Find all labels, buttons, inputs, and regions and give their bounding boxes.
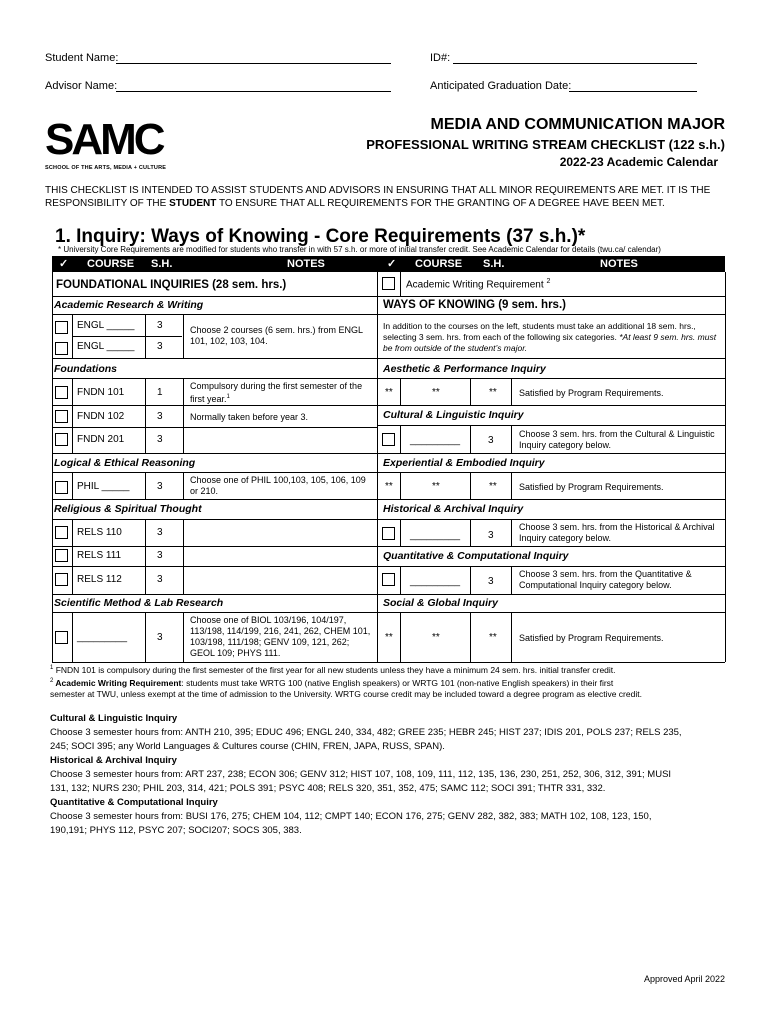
col-rule bbox=[145, 519, 146, 594]
rule bbox=[377, 472, 725, 473]
rule bbox=[52, 314, 377, 315]
fndn-201-course: FNDN 201 bbox=[77, 434, 125, 445]
fndn-101-footnote-ref: 1 bbox=[226, 394, 230, 400]
historical-list-heading: Historical & Archival Inquiry bbox=[50, 755, 177, 766]
course-header-left: COURSE bbox=[87, 258, 135, 270]
rule bbox=[52, 519, 377, 520]
phil-checkbox[interactable] bbox=[55, 481, 68, 494]
historical-checkbox[interactable] bbox=[382, 527, 395, 540]
engl-2-checkbox[interactable] bbox=[55, 342, 68, 355]
engl-2-course: ENGL _____ bbox=[77, 341, 135, 352]
check-header-right: ✓ bbox=[387, 258, 397, 270]
col-rule bbox=[470, 612, 471, 662]
historical-course: _________ bbox=[410, 530, 461, 541]
cultural-checkbox[interactable] bbox=[382, 433, 395, 446]
rule bbox=[52, 594, 377, 595]
col-rule bbox=[470, 472, 471, 499]
rule bbox=[377, 566, 725, 567]
col-rule bbox=[400, 425, 401, 453]
col-rule bbox=[145, 612, 146, 662]
rule bbox=[52, 546, 377, 547]
quantitative-note: Choose 3 sem. hrs. from the Quantitative & Computational Inquiry category below. bbox=[519, 569, 692, 590]
rule bbox=[377, 378, 725, 379]
rule bbox=[52, 405, 377, 406]
footnote-2-text: : students must take WRTG 100 (native English speakers) or WRTG 101 (non-native English speakers) in their first bbox=[181, 677, 614, 688]
cultural-course: _________ bbox=[410, 435, 461, 446]
intro-line-2 bbox=[45, 197, 735, 210]
rels-112-course: RELS 112 bbox=[77, 574, 122, 585]
intro-line-1: THIS CHECKLIST IS INTENDED TO ASSIST STUDENTS AND ADVISORS IN ENSURING THAT ALL MINOR REQUIREMENTS ARE MET. IT IS THE bbox=[45, 185, 711, 196]
quantitative-list-heading: Quantitative & Computational Inquiry bbox=[50, 797, 218, 808]
awr-label bbox=[406, 278, 550, 290]
experiential-sh: ** bbox=[489, 481, 497, 492]
logical-heading: Logical & Ethical Reasoning bbox=[54, 457, 196, 469]
engl-1-checkbox[interactable] bbox=[55, 321, 68, 334]
rule bbox=[72, 336, 182, 337]
col-rule bbox=[511, 566, 512, 594]
rule bbox=[52, 612, 377, 613]
col-rule bbox=[145, 314, 146, 358]
col-rule bbox=[400, 612, 401, 662]
engl-1-course: ENGL _____ bbox=[77, 320, 135, 331]
page-title: MEDIA AND COMMUNICATION MAJOR bbox=[430, 116, 725, 133]
cultural-list-heading: Cultural & Linguistic Inquiry bbox=[50, 713, 178, 724]
rels-110-course: RELS 110 bbox=[77, 527, 122, 538]
footnote-2-mark: 2 bbox=[50, 677, 54, 684]
wok-heading: WAYS OF KNOWING (9 sem. hrs.) bbox=[383, 299, 566, 311]
quantitative-course: _________ bbox=[410, 576, 461, 587]
wok-note bbox=[383, 321, 718, 354]
col-rule bbox=[400, 566, 401, 594]
fndn-101-note-text: Compulsory during the first semester of the first year. bbox=[190, 381, 363, 404]
notes-header-left: NOTES bbox=[287, 258, 325, 270]
student-name-field[interactable] bbox=[116, 63, 391, 64]
aesthetic-note: Satisfied by Program Requirements. bbox=[519, 388, 664, 398]
quantitative-list-line-1: Choose 3 semester hours from: BUSI 176, 275; CHEM 104, 112; CMPT 140; ECON 176, 275; GENV 282, 382, 383; MATH 102, 108, 123, 150, bbox=[50, 811, 652, 822]
historical-list-line-2: 131, 132; NURS 230; PHIL 203, 314, 421; POLS 391; PSYC 408; RELS 320, 351, 352, 475; SAMC 112; SOCI 391; THTR 331, 332. bbox=[50, 783, 606, 794]
rule bbox=[377, 453, 725, 454]
logo-subtitle: SCHOOL OF THE ARTS, MEDIA + CULTURE bbox=[45, 165, 167, 171]
aesthetic-heading: Aesthetic & Performance Inquiry bbox=[383, 363, 546, 375]
footnotes bbox=[50, 663, 730, 700]
foundational-heading: FOUNDATIONAL INQUIRIES (28 sem. hrs.) bbox=[56, 279, 287, 291]
historical-note: Choose 3 sem. hrs. from the Historical & Archival Inquiry category below. bbox=[519, 522, 715, 543]
awr-footnote-ref: 2 bbox=[546, 278, 551, 285]
awr-checkbox[interactable] bbox=[382, 277, 395, 290]
fndn-102-note: Normally taken before year 3. bbox=[190, 412, 309, 422]
intro-text bbox=[45, 184, 735, 210]
intro-line-2a: RESPONSIBILITY OF THE bbox=[45, 198, 170, 209]
logo-text: SAMC bbox=[45, 115, 163, 164]
table-border-right bbox=[725, 272, 726, 662]
engl-1-sh: 3 bbox=[157, 320, 163, 331]
table-header bbox=[52, 256, 725, 272]
rule bbox=[52, 453, 377, 454]
table-border-left bbox=[52, 272, 53, 662]
quantitative-checkbox[interactable] bbox=[382, 573, 395, 586]
col-rule bbox=[72, 472, 73, 499]
aesthetic-sh: ** bbox=[489, 387, 497, 398]
col-rule bbox=[511, 425, 512, 453]
scientific-heading: Scientific Method & Lab Research bbox=[54, 597, 224, 609]
social-sh: ** bbox=[489, 632, 497, 643]
quantitative-heading: Quantitative & Computational Inquiry bbox=[383, 550, 569, 562]
rule bbox=[52, 566, 377, 567]
experiential-check: ** bbox=[385, 481, 393, 492]
rels-112-checkbox[interactable] bbox=[55, 573, 68, 586]
experiential-note: Satisfied by Program Requirements. bbox=[519, 482, 664, 492]
cultural-heading: Cultural & Linguistic Inquiry bbox=[383, 409, 524, 421]
check-header-left: ✓ bbox=[59, 258, 69, 270]
col-rule bbox=[183, 378, 184, 453]
awr-text: Academic Writing Requirement bbox=[406, 279, 544, 291]
footnote-2-continued: semester at TWU, unless exempt at the time of admission to the University. WRTG course credit may be included toward a degree program as elective credit. bbox=[50, 688, 642, 699]
social-note: Satisfied by Program Requirements. bbox=[519, 633, 664, 643]
experiential-heading: Experiential & Embodied Inquiry bbox=[383, 457, 545, 469]
scientific-note: Choose one of BIOL 103/196, 104/197, 113/198, 114/199, 216, 241, 262, CHEM 101, 103/198, 111/198; GENV 109, 121, 262; GEOL 109; PHYS 111. bbox=[190, 615, 371, 658]
engl-note: Choose 2 courses (6 sem. hrs.) from ENGL 101, 102, 103, 104. bbox=[190, 325, 363, 346]
scientific-checkbox[interactable] bbox=[55, 631, 68, 644]
quantitative-list-line-2: 190,191; PHYS 112, PSYC 207; SOCI207; SOCS 305, 383. bbox=[50, 825, 302, 836]
social-course: ** bbox=[432, 632, 440, 643]
academic-research-heading: Academic Research & Writing bbox=[54, 299, 204, 311]
rule bbox=[377, 425, 725, 426]
rels-111-sh: 3 bbox=[157, 550, 163, 561]
notes-header-right: NOTES bbox=[600, 258, 638, 270]
id-label: ID#: bbox=[430, 52, 451, 64]
wok-note-text: In addition to the courses on the left, students must take an additional 18 sem. hrs., selecting 3 sem. hrs. from each of the following six categories. bbox=[383, 321, 696, 342]
rels-110-sh: 3 bbox=[157, 527, 163, 538]
rule bbox=[377, 358, 725, 359]
fndn-201-sh: 3 bbox=[157, 434, 163, 445]
col-rule bbox=[400, 272, 401, 296]
footnote-2 bbox=[50, 676, 730, 689]
rule bbox=[377, 594, 725, 595]
engl-2-sh: 3 bbox=[157, 341, 163, 352]
quantitative-sh: 3 bbox=[488, 576, 494, 587]
graduation-date-field[interactable] bbox=[569, 91, 697, 92]
col-rule bbox=[400, 519, 401, 546]
social-heading: Social & Global Inquiry bbox=[383, 597, 498, 609]
footnote-1-text: FNDN 101 is compulsory during the first semester of the first year for all new students unless they have a minimum 24 sem. hrs. initial transfer credit. bbox=[53, 664, 616, 675]
col-rule bbox=[511, 472, 512, 499]
phil-sh: 3 bbox=[157, 481, 163, 492]
religious-heading: Religious & Spiritual Thought bbox=[54, 503, 202, 515]
rels-112-sh: 3 bbox=[157, 574, 163, 585]
social-check: ** bbox=[385, 632, 393, 643]
col-rule bbox=[400, 472, 401, 499]
rule bbox=[377, 499, 725, 500]
student-name-label: Student Name: bbox=[45, 52, 119, 64]
page-subtitle: PROFESSIONAL WRITING STREAM CHECKLIST (122 s.h.) bbox=[366, 137, 725, 152]
rule bbox=[52, 378, 377, 379]
col-rule bbox=[72, 519, 73, 594]
academic-calendar: 2022-23 Academic Calendar bbox=[559, 155, 718, 169]
historical-heading: Historical & Archival Inquiry bbox=[383, 503, 524, 515]
course-header-right: COURSE bbox=[415, 258, 463, 270]
rule bbox=[377, 519, 725, 520]
cultural-sh: 3 bbox=[488, 435, 494, 446]
rule bbox=[52, 358, 377, 359]
col-rule bbox=[470, 378, 471, 405]
section-title: 1. Inquiry: Ways of Knowing - Core Requirements (37 s.h.)* bbox=[55, 226, 586, 247]
col-rule bbox=[145, 472, 146, 499]
footnote-1-mark: 1 bbox=[50, 665, 54, 671]
fndn-201-checkbox[interactable] bbox=[55, 433, 68, 446]
fndn-102-checkbox[interactable] bbox=[55, 410, 68, 423]
table-divider bbox=[377, 272, 378, 662]
rels-110-checkbox[interactable] bbox=[55, 526, 68, 539]
intro-student: STUDENT bbox=[169, 198, 217, 209]
rels-111-course: RELS 111 bbox=[77, 550, 122, 561]
fndn-102-sh: 3 bbox=[157, 411, 163, 422]
col-rule bbox=[183, 612, 184, 662]
rule bbox=[52, 427, 377, 428]
col-rule bbox=[183, 472, 184, 499]
wok-note-italic: *At least 9 sem. hrs. must be from outside of the student’s major. bbox=[383, 332, 717, 353]
intro-line-2b: TO ENSURE THAT ALL REQUIREMENTS FOR THE GRANTING OF A DEGREE HAVE BEEN MET. bbox=[216, 198, 665, 209]
col-rule bbox=[183, 314, 184, 358]
rels-111-checkbox[interactable] bbox=[55, 549, 68, 562]
rule bbox=[377, 546, 725, 547]
fndn-101-checkbox[interactable] bbox=[55, 386, 68, 399]
col-rule bbox=[400, 378, 401, 405]
cultural-list-line-2: 245; SOCI 395; any World Languages & Cultures course (CHIN, FREN, JAPA, RUSS, SPAN). bbox=[50, 741, 445, 752]
category-lists bbox=[50, 712, 740, 838]
col-rule bbox=[72, 314, 73, 358]
cultural-list-line-1: Choose 3 semester hours from: ANTH 210, 395; EDUC 496; ENGL 240, 334, 482; GREE 235; HEBR 245; HIST 237; IDIS 201, POLS 237; RELS 235, bbox=[50, 727, 682, 738]
rule bbox=[52, 499, 377, 500]
rule bbox=[52, 296, 377, 297]
phil-course: PHIL _____ bbox=[77, 481, 130, 492]
fndn-101-course: FNDN 101 bbox=[77, 387, 125, 398]
phil-note: Choose one of PHIL 100,103, 105, 106, 109 or 210. bbox=[190, 475, 366, 496]
rule bbox=[377, 612, 725, 613]
samc-logo bbox=[45, 115, 195, 178]
rule bbox=[377, 405, 725, 406]
col-rule bbox=[72, 378, 73, 453]
advisor-name-field[interactable] bbox=[116, 91, 391, 92]
col-rule bbox=[511, 519, 512, 546]
section-note: * University Core Requirements are modified for students who transfer in with 57 s.h. or more of initial transfer credit. See Academic Calendar for details (twu.ca/ calendar) bbox=[58, 245, 661, 254]
cultural-note: Choose 3 sem. hrs. from the Cultural & Linguistic Inquiry category below. bbox=[519, 429, 715, 450]
fndn-102-course: FNDN 102 bbox=[77, 411, 125, 422]
sh-header-left: S.H. bbox=[151, 258, 173, 270]
scientific-sh: 3 bbox=[157, 632, 163, 643]
col-rule bbox=[72, 612, 73, 662]
col-rule bbox=[470, 566, 471, 594]
rule bbox=[377, 314, 725, 315]
sh-header-right: S.H. bbox=[483, 258, 505, 270]
col-rule bbox=[470, 519, 471, 546]
footnote-2-bold: Academic Writing Requirement bbox=[53, 677, 182, 688]
scientific-course: _________ bbox=[77, 632, 128, 643]
col-rule bbox=[511, 378, 512, 405]
id-field[interactable] bbox=[453, 63, 697, 64]
rule bbox=[52, 472, 377, 473]
footnote-1 bbox=[50, 663, 730, 676]
approved-date: Approved April 2022 bbox=[643, 974, 725, 984]
col-rule bbox=[145, 378, 146, 453]
historical-sh: 3 bbox=[488, 530, 494, 541]
rule bbox=[377, 296, 725, 297]
aesthetic-check: ** bbox=[385, 387, 393, 398]
aesthetic-course: ** bbox=[432, 387, 440, 398]
col-rule bbox=[183, 519, 184, 594]
historical-list-line-1: Choose 3 semester hours from: ART 237, 238; ECON 306; GENV 312; HIST 107, 108, 109, 111, 112, 135, 136, 230, 251, 252, 306, 312, 391; MUSI bbox=[50, 769, 672, 780]
fndn-101-note bbox=[190, 381, 370, 405]
advisor-name-label: Advisor Name: bbox=[45, 80, 118, 92]
fndn-101-sh: 1 bbox=[157, 387, 163, 398]
col-rule bbox=[470, 425, 471, 453]
experiential-course: ** bbox=[432, 481, 440, 492]
foundations-heading: Foundations bbox=[54, 363, 117, 375]
col-rule bbox=[511, 612, 512, 662]
graduation-date-label: Anticipated Graduation Date: bbox=[430, 80, 572, 92]
